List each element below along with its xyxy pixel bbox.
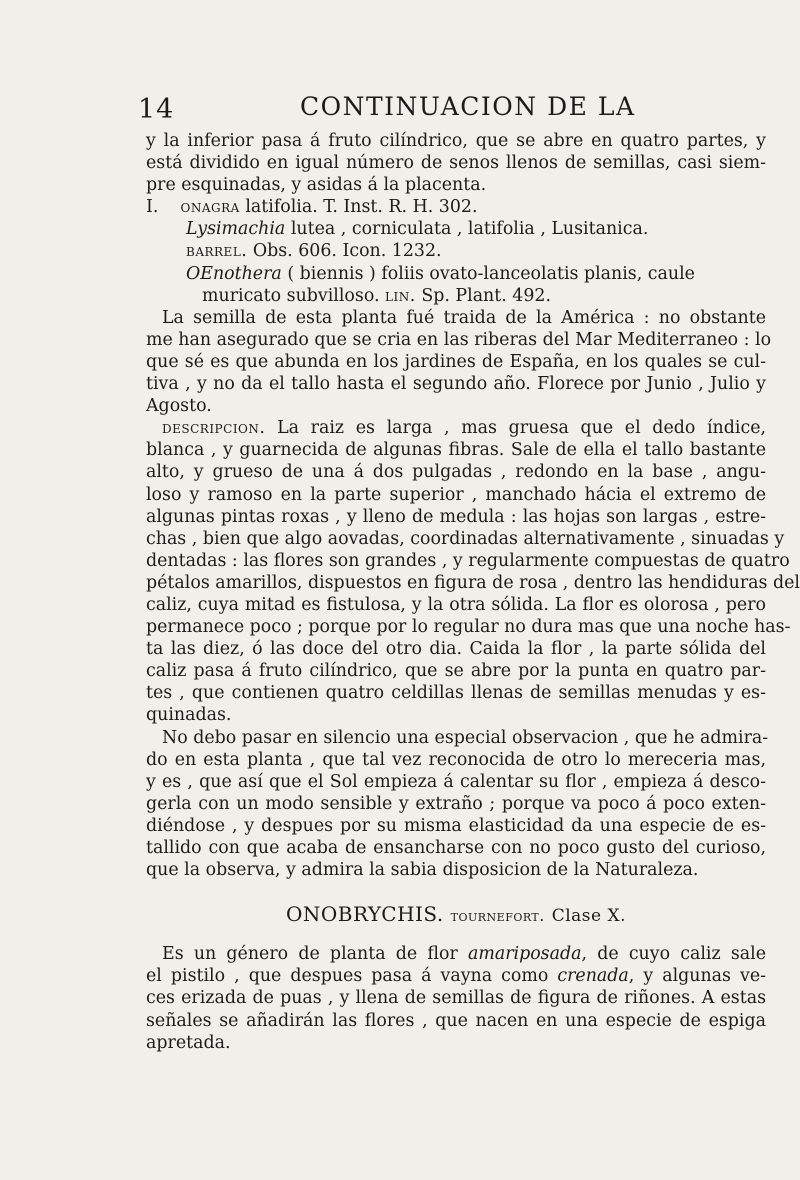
text-line: y es , que así que el Sol empieza á calentar su flor , empieza á desco- (146, 771, 766, 792)
synonym-genus: OEnothera (186, 263, 282, 284)
section-class: Clase X. (551, 906, 626, 927)
text-line: alto, y grueso de una á dos pulgadas , redondo en la base , angu- (146, 462, 766, 483)
italic-term: amariposada (467, 944, 582, 965)
text-line: que la observa, y admira la sabia disposicion de la Naturaleza. (146, 860, 699, 881)
text-line: caliz, cuya mitad es fistulosa, y la otra sólida. La flor es olorosa , pero (146, 594, 766, 615)
text-line: Agosto. (146, 396, 212, 417)
text-segment: , de cuyo caliz sale (581, 944, 766, 965)
synonym-author: barrel. (186, 241, 248, 262)
synonym-text: Obs. 606. Icon. 1232. (252, 241, 442, 262)
text-line: pétalos amarillos, dispuestos en figura de rosa , dentro las hendiduras del (146, 572, 800, 593)
synonym-line (146, 285, 766, 307)
text-line: apretada. (146, 1032, 231, 1053)
section-heading (146, 903, 766, 927)
page-header (0, 92, 800, 128)
page-body (146, 130, 800, 1054)
text-line: La semilla de esta planta fué traida de la América : no obstante (162, 307, 766, 328)
text-line: tallido con que acaba de ensancharse con no poco gusto del curioso, (146, 838, 766, 858)
italic-term: crenada (557, 966, 629, 987)
text-line: quinadas. (146, 705, 232, 726)
text-line: blanca , y guarnecida de algunas fibras. Sale de ella el tallo bastante (146, 440, 766, 461)
synonym-line (146, 218, 766, 240)
text-line: pre esquinadas, y asidas á la placenta. (146, 175, 487, 196)
text-line: tes , que contienen quatro celdillas llenas de semillas menudas y es- (146, 683, 766, 704)
species-entry-line (146, 196, 766, 218)
text-line: tiva , y no da el tallo hasta el segundo año. Florece por Junio , Julio y (146, 374, 766, 395)
text-line: ces erizada de puas , y llena de semillas de figura de riñones. A estas (146, 988, 766, 1009)
text-line: me han asegurado que se cria en las riberas del Mar Mediterraneo : lo (146, 329, 772, 350)
text-line: y la inferior pasa á fruto cilíndrico, que se abre en quatro partes, y (146, 131, 766, 151)
synonym-genus: Lysimachia (186, 219, 286, 240)
text-line: caliz pasa á fruto cilíndrico, que se abre por la punta en quatro par- (146, 661, 766, 682)
text-line: permanece poco ; porque por lo regular no dura mas que una noche has- (146, 617, 791, 638)
text-line: dentadas : las flores son grandes , y regularmente compuestas de quatro (146, 550, 790, 571)
text-line: loso y ramoso en la parte superior , manchado hácia el extremo de (146, 484, 766, 505)
description-text: La raiz es larga , mas gruesa que el dedo índice, (277, 418, 767, 439)
description-label: descripcion. (162, 418, 266, 439)
running-title: CONTINUACION DE LA (300, 92, 636, 121)
text-line: diéndose , y despues por su misma elasticidad da una especie de es- (146, 815, 766, 836)
page-number: 14 (138, 94, 175, 125)
species-name: latifolia. T. Inst. R. H. 302. (245, 197, 478, 218)
text-line (146, 943, 766, 965)
text-line: chas , bien que algo aovadas, coordinadas alternativamente , sinuadas y (146, 528, 785, 549)
synonym-text: muricato subvilloso. (202, 285, 380, 306)
synonym-line (146, 240, 766, 262)
text-line (146, 965, 766, 987)
synonym-line (146, 263, 766, 285)
description-first-line (146, 417, 766, 439)
text-line: gerla con un modo sensible y extraño ; porque va poco á poco exten- (146, 793, 766, 814)
synonym-text: lutea , corniculata , latifolia , Lusitanica. (290, 219, 649, 240)
species-numeral: I. (146, 197, 159, 218)
text-line: do en esta planta , que tal vez reconocida de otro lo mereceria mas, (146, 749, 766, 770)
text-line: No debo pasar en silencio una especial observacion , que he admira- (162, 727, 769, 748)
text-line: señales se añadirán las flores , que nacen en una especie de espiga (146, 1010, 766, 1031)
text-line: algunas pintas roxas , y lleno de medula : las hojas son largas , estre- (146, 506, 766, 527)
species-genus: onagra (180, 197, 240, 218)
text-segment: , y algunas ve- (628, 966, 767, 987)
text-line: ta las diez, ó las doce del otro dia. Caida la flor , la parte sólida del (146, 639, 766, 660)
synonym-text: Sp. Plant. 492. (421, 285, 552, 306)
text-line: que sé es que abunda en los jardines de España, en los quales se cul- (146, 351, 766, 372)
section-genus: ONOBRYCHIS. (285, 902, 444, 927)
text-line: está dividido en igual número de senos llenos de semillas, casi siem- (146, 153, 766, 174)
synonym-text: ( biennis ) foliis ovato-lanceolatis planis, caule (287, 263, 695, 284)
text-segment: el pistilo , que despues pasa á vayna como (146, 966, 549, 987)
text-segment: Es un género de planta de flor (162, 944, 458, 965)
synonym-author: lin. (385, 285, 416, 306)
section-author: tournefort. (450, 906, 545, 926)
